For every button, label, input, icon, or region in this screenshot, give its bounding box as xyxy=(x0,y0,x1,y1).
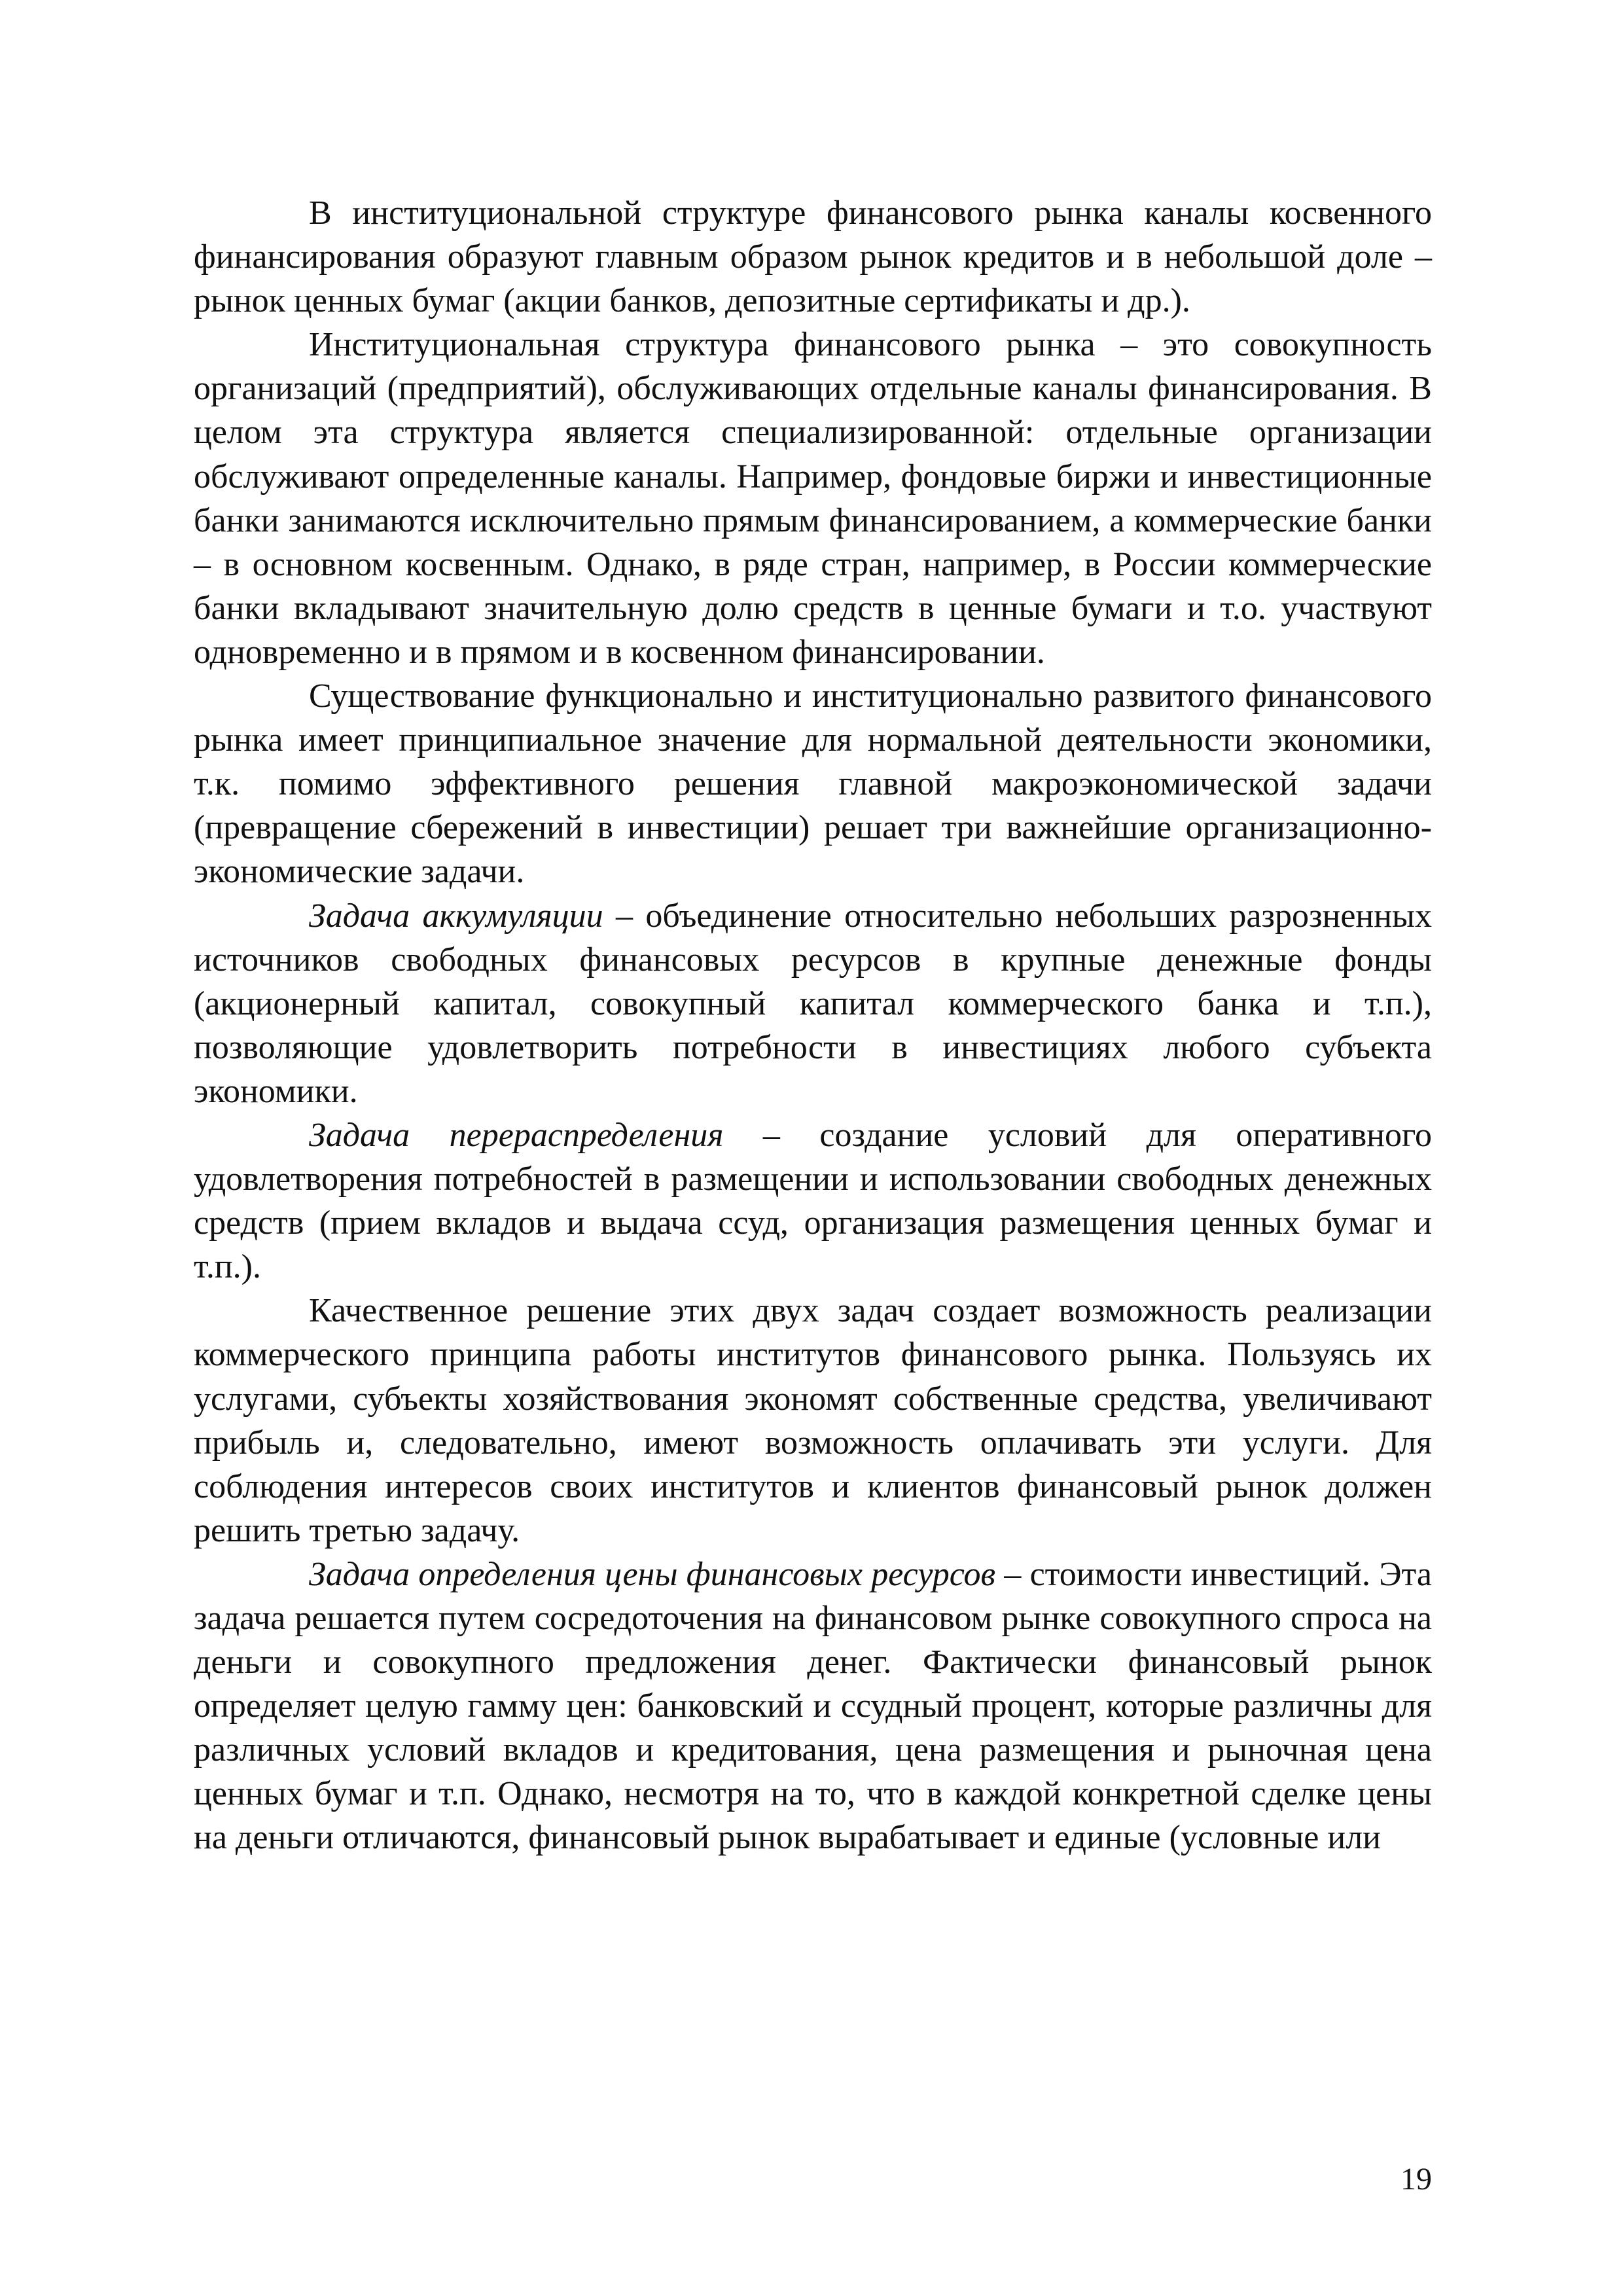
paragraph-7 xyxy=(194,1552,1432,1860)
paragraph-2 xyxy=(194,323,1432,674)
italic-term: Задача определения цены финансовых ресурсов xyxy=(309,1555,996,1593)
paragraph-text: – стоимости инвестиций. Эта задача решается путем сосредоточения на финансовом рынке совокупного спроса на деньги и совокупного предложения денег. Фактически финансовый рынок определяет целую гамму цен: банковский и ссудный процент, которые различны для различных условий вкладов и кредитования, цена размещения и рыночная цена ценных бумаг и т.п. Однако, несмотря на то, что в каждой конкретной сделке цены на деньги отличаются, финансовый рынок вырабатывает и единые (условные или xyxy=(194,1555,1432,1857)
paragraph-text: – объединение относительно небольших разрозненных источников свободных финансовых ресурсов в крупные денежные фонды (акционерный капитал, совокупный капитал коммерческого банка и т.п.), позволяющие удовлетворить потребности в инвестициях любого субъекта экономики. xyxy=(194,897,1432,1110)
paragraph-4 xyxy=(194,894,1432,1113)
page-body xyxy=(194,191,1432,1860)
paragraph-text: – создание условий для оперативного удовлетворения потребностей в размещении и использовании свободных денежных средств (прием вкладов и выдача ссуд, организация размещения ценных бумаг и т.п.). xyxy=(194,1116,1432,1286)
paragraph-1 xyxy=(194,191,1432,323)
italic-term: Задача перераспределения xyxy=(309,1116,724,1154)
paragraph-6 xyxy=(194,1289,1432,1552)
page-number: 19 xyxy=(1400,2162,1432,2197)
paragraph-3 xyxy=(194,674,1432,893)
paragraph-text: Качественное решение этих двух задач создает возможность реализации коммерческого принципа работы институтов финансового рынка. Пользуясь их услугами, субъекты хозяйствования экономят собственные средства, увеличивают прибыль и, следовательно, имеют возможность оплачивать эти услуги. Для соблюдения интересов своих институтов и клиентов финансовый рынок должен решить третью задачу. xyxy=(194,1292,1432,1549)
paragraph-5 xyxy=(194,1113,1432,1289)
italic-term: Задача аккумуляции xyxy=(309,897,603,935)
paragraph-text: Институциональная структура финансового рынка – это совокупность организаций (предприятий), обслуживающих отдельные каналы финансирования. В целом эта структура является специализированной: отдельные организации обслуживают определенные каналы. Например, фондовые биржи и инвестиционные банки занимаются исключительно прямым финансированием, а коммерческие банки – в основном косвенным. Однако, в ряде стран, например, в России коммерческие банки вкладывают значительную долю средств в ценные бумаги и т.о. участвуют одновременно и в прямом и в косвенном финансировании. xyxy=(194,326,1432,671)
paragraph-text: Существование функционально и институционально развитого финансового рынка имеет принципиальное значение для нормальной деятельности экономики, т.к. помимо эффективного решения главной макроэкономической задачи (превращение сбережений в инвестиции) решает три важнейшие организационно-экономические задачи. xyxy=(194,677,1432,891)
paragraph-text: В институциональной структуре финансового рынка каналы косвенного финансирования образуют главным образом рынок кредитов и в небольшой доле – рынок ценных бумаг (акции банков, депозитные сертификаты и др.). xyxy=(194,194,1432,320)
